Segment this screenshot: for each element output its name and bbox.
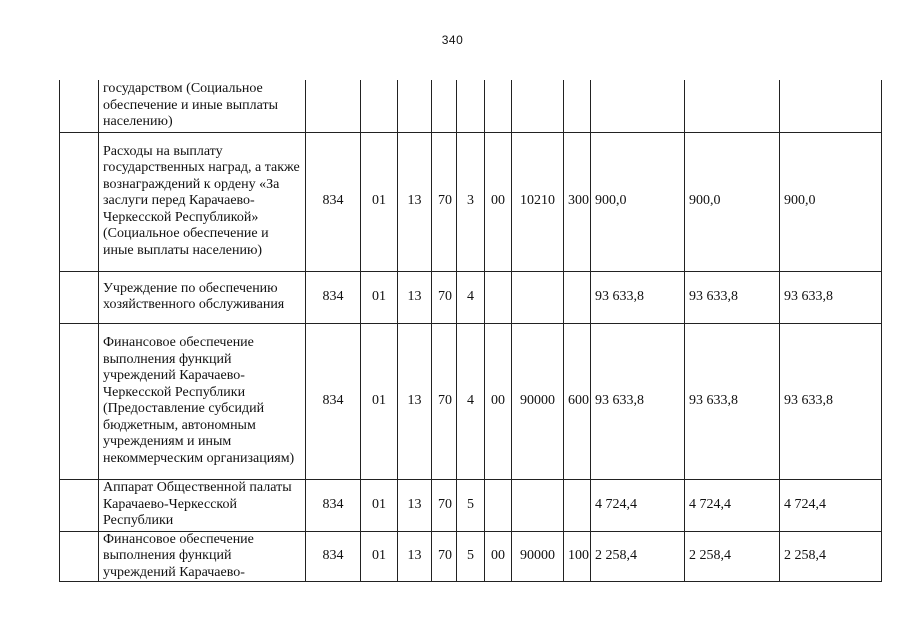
row-name: Учреждение по обеспечению хозяйственного обслуживания bbox=[99, 271, 306, 323]
row-subprogram: 5 bbox=[457, 479, 485, 531]
table-row bbox=[60, 479, 882, 531]
row-expense-type: 300 bbox=[564, 132, 591, 271]
row-subprogram: 5 bbox=[457, 531, 485, 582]
row-code: 834 bbox=[306, 271, 361, 323]
row-program bbox=[432, 80, 457, 132]
row-margin-cell bbox=[60, 531, 99, 582]
row-program: 70 bbox=[432, 531, 457, 582]
row-name: Аппарат Общественной палаты Карачаево-Черкесской Республики bbox=[99, 479, 306, 531]
row-direction: 00 bbox=[485, 323, 512, 479]
row-sum-2 bbox=[685, 80, 780, 132]
row-margin-cell bbox=[60, 80, 99, 132]
row-sum-2: 2 258,4 bbox=[685, 531, 780, 582]
row-name: государством (Социальное обеспечение и иные выплаты населению) bbox=[99, 80, 306, 132]
row-section bbox=[361, 80, 398, 132]
row-expense-type bbox=[564, 80, 591, 132]
row-subsection: 13 bbox=[398, 479, 432, 531]
row-subsection: 13 bbox=[398, 323, 432, 479]
row-subsection: 13 bbox=[398, 132, 432, 271]
row-name: Финансовое обеспечение выполнения функций учреждений Карачаево-Черкесской Республики (Предоставление субсидий бюджетным, автономным учреждениям и иным некоммерческим организациям) bbox=[99, 323, 306, 479]
page-number: 340 bbox=[441, 33, 464, 47]
row-item bbox=[512, 479, 564, 531]
row-sum-3 bbox=[780, 80, 882, 132]
row-sum-3: 900,0 bbox=[780, 132, 882, 271]
table-row bbox=[60, 271, 882, 323]
row-item: 90000 bbox=[512, 323, 564, 479]
row-section: 01 bbox=[361, 271, 398, 323]
row-direction bbox=[485, 80, 512, 132]
row-item bbox=[512, 271, 564, 323]
row-code bbox=[306, 80, 361, 132]
row-subprogram: 4 bbox=[457, 271, 485, 323]
row-program: 70 bbox=[432, 271, 457, 323]
row-name: Финансовое обеспечение выполнения функций учреждений Карачаево- bbox=[99, 531, 306, 582]
row-expense-type: 100 bbox=[564, 531, 591, 582]
row-sum-3: 4 724,4 bbox=[780, 479, 882, 531]
row-section: 01 bbox=[361, 132, 398, 271]
budget-table-body bbox=[60, 80, 882, 582]
row-sum-1: 93 633,8 bbox=[591, 323, 685, 479]
row-code: 834 bbox=[306, 323, 361, 479]
row-expense-type: 600 bbox=[564, 323, 591, 479]
table-row bbox=[60, 132, 882, 271]
row-sum-1: 4 724,4 bbox=[591, 479, 685, 531]
row-code: 834 bbox=[306, 132, 361, 271]
row-subsection bbox=[398, 80, 432, 132]
row-sum-1: 93 633,8 bbox=[591, 271, 685, 323]
table-row bbox=[60, 80, 882, 132]
table-row bbox=[60, 323, 882, 479]
row-sum-1: 2 258,4 bbox=[591, 531, 685, 582]
row-item: 90000 bbox=[512, 531, 564, 582]
row-sum-3: 93 633,8 bbox=[780, 323, 882, 479]
row-item: 10210 bbox=[512, 132, 564, 271]
row-subprogram bbox=[457, 80, 485, 132]
row-sum-2: 93 633,8 bbox=[685, 323, 780, 479]
row-expense-type bbox=[564, 479, 591, 531]
row-code: 834 bbox=[306, 531, 361, 582]
row-sum-2: 93 633,8 bbox=[685, 271, 780, 323]
row-program: 70 bbox=[432, 479, 457, 531]
row-subprogram: 4 bbox=[457, 323, 485, 479]
row-sum-2: 900,0 bbox=[685, 132, 780, 271]
row-sum-2: 4 724,4 bbox=[685, 479, 780, 531]
row-sum-3: 2 258,4 bbox=[780, 531, 882, 582]
budget-table-wrapper bbox=[59, 80, 882, 582]
row-margin-cell bbox=[60, 323, 99, 479]
row-margin-cell bbox=[60, 271, 99, 323]
row-subprogram: 3 bbox=[457, 132, 485, 271]
row-section: 01 bbox=[361, 479, 398, 531]
row-program: 70 bbox=[432, 132, 457, 271]
row-section: 01 bbox=[361, 531, 398, 582]
row-name: Расходы на выплату государственных наград, а также вознаграждений к ордену «За заслуги перед Карачаево-Черкесской Республикой» (Социальное обеспечение и иные выплаты населению) bbox=[99, 132, 306, 271]
row-margin-cell bbox=[60, 132, 99, 271]
row-section: 01 bbox=[361, 323, 398, 479]
row-sum-1: 900,0 bbox=[591, 132, 685, 271]
row-code: 834 bbox=[306, 479, 361, 531]
row-item bbox=[512, 80, 564, 132]
row-margin-cell bbox=[60, 479, 99, 531]
table-row bbox=[60, 531, 882, 582]
row-expense-type bbox=[564, 271, 591, 323]
row-subsection: 13 bbox=[398, 271, 432, 323]
row-direction bbox=[485, 271, 512, 323]
row-direction: 00 bbox=[485, 531, 512, 582]
row-direction: 00 bbox=[485, 132, 512, 271]
row-subsection: 13 bbox=[398, 531, 432, 582]
row-sum-1 bbox=[591, 80, 685, 132]
row-program: 70 bbox=[432, 323, 457, 479]
budget-table bbox=[59, 80, 882, 582]
row-sum-3: 93 633,8 bbox=[780, 271, 882, 323]
row-direction bbox=[485, 479, 512, 531]
